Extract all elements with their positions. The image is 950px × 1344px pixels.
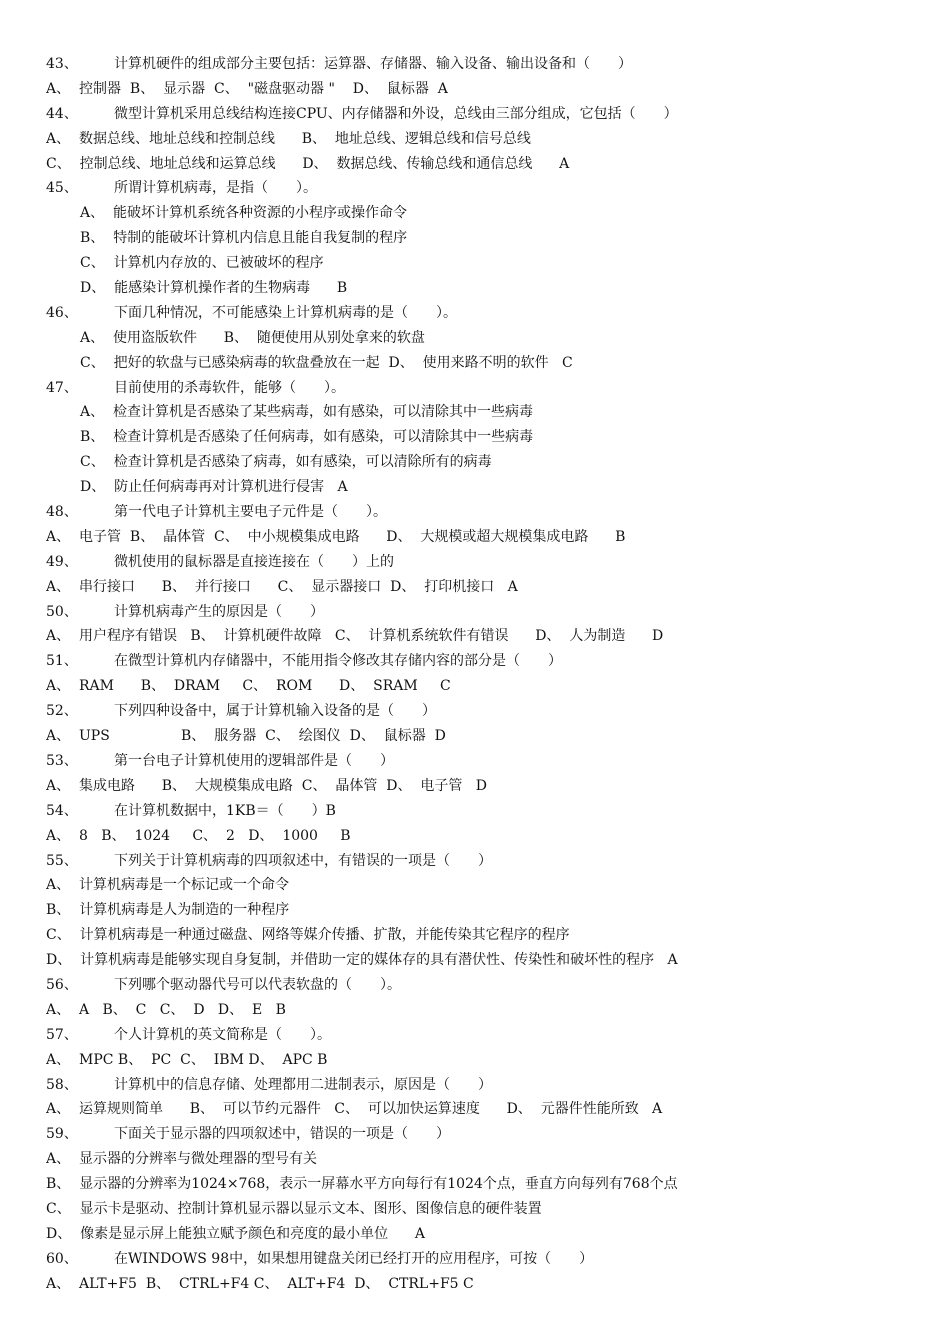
option-text: A、 UPS B、 服务器 C、 绘图仪 D、 鼠标器 D (46, 728, 446, 745)
option-line (46, 998, 926, 1023)
question-text: 在计算机数据中，1KB＝（ ）B (114, 802, 336, 819)
question-text: 微型计算机采用总线结构连接CPU、内存储器和外设，总线由三部分组成，它包括（ ） (114, 105, 678, 122)
question-number: 51、 (46, 653, 78, 670)
question-text: 计算机中的信息存储、处理都用二进制表示，原因是（ ） (114, 1076, 492, 1093)
option-line (46, 201, 950, 226)
question-line (46, 600, 926, 625)
question-number: 44、 (46, 105, 78, 122)
option-text: A、 数据总线、地址总线和控制总线 B、 地址总线、逻辑总线和信号总线 (46, 130, 531, 147)
option-text: D、 防止任何病毒再对计算机进行侵害 A (80, 479, 348, 496)
option-line (46, 724, 926, 749)
option-line (46, 898, 926, 923)
option-line (46, 674, 926, 699)
option-text: C、 显示卡是驱动、控制计算机显示器以显示文本、图形、图像信息的硬件装置 (46, 1200, 542, 1217)
option-line (46, 1222, 926, 1247)
question-line (46, 176, 926, 201)
option-text: D、 计算机病毒是能够实现自身复制，并借助一定的媒体存的具有潜伏性、传染性和破坏性的程序 A (46, 952, 678, 969)
question-line (46, 649, 926, 674)
question-number: 54、 (46, 802, 78, 819)
option-line (46, 923, 926, 948)
option-text: A、 8 B、 1024 C、 2 D、 1000 B (46, 827, 351, 844)
option-text: B、 检查计算机是否感染了任何病毒，如有感染，可以清除其中一些病毒 (80, 429, 534, 446)
option-text: A、 A B、 C C、 D D、 E B (46, 1001, 286, 1018)
question-text: 下列四种设备中，属于计算机输入设备的是（ ） (114, 703, 436, 720)
question-number: 56、 (46, 976, 78, 993)
option-line (46, 1048, 926, 1073)
question-text: 下列关于计算机病毒的四项叙述中，有错误的一项是（ ） (114, 852, 492, 869)
option-line (46, 400, 950, 425)
question-line (46, 849, 926, 874)
question-text: 下面关于显示器的四项叙述中，错误的一项是（ ） (114, 1126, 450, 1143)
option-line (46, 575, 926, 600)
option-text: A、 控制器 B、 显示器 C、 "磁盘驱动器 " D、 鼠标器 A (46, 80, 448, 97)
question-text: 下面几种情况，不可能感染上计算机病毒的是（ ）。 (114, 304, 457, 321)
question-line (46, 749, 926, 774)
option-line (46, 525, 926, 550)
option-text: A、 运算规则简单 B、 可以节约元器件 C、 可以加快运算速度 D、 元器件性能所致 A (46, 1101, 663, 1118)
question-text: 目前使用的杀毒软件，能够（ ）。 (114, 379, 345, 396)
option-line (46, 226, 950, 251)
question-number: 59、 (46, 1126, 78, 1143)
option-line (46, 450, 950, 475)
option-text: A、 集成电路 B、 大规模集成电路 C、 晶体管 D、 电子管 D (46, 777, 488, 794)
option-line (46, 1272, 926, 1297)
option-line (46, 152, 926, 177)
option-text: A、 电子管 B、 晶体管 C、 中小规模集成电路 D、 大规模或超大规模集成电路 B (46, 528, 626, 545)
question-text: 下列哪个驱动器代号可以代表软盘的（ ）。 (114, 976, 401, 993)
option-line (46, 774, 926, 799)
option-text: A、 RAM B、 DRAM C、 ROM D、 SRAM C (46, 678, 451, 695)
question-line (46, 550, 926, 575)
option-text: A、 串行接口 B、 并行接口 C、 显示器接口 D、 打印机接口 A (46, 578, 518, 595)
question-line (46, 699, 926, 724)
question-line (46, 1247, 926, 1272)
question-line (46, 1122, 926, 1147)
question-line (46, 1023, 926, 1048)
question-number: 50、 (46, 603, 78, 620)
question-line (46, 500, 926, 525)
question-number: 57、 (46, 1026, 78, 1043)
option-line (46, 276, 950, 301)
question-text: 个人计算机的英文简称是（ ）。 (114, 1026, 331, 1043)
option-line (46, 873, 926, 898)
question-number: 47、 (46, 379, 78, 396)
question-text: 计算机硬件的组成部分主要包括：运算器、存储器、输入设备、输出设备和（ ） (114, 56, 632, 72)
question-number: 52、 (46, 703, 78, 720)
option-line (46, 77, 926, 102)
question-text: 第一代电子计算机主要电子元件是（ ）。 (114, 504, 387, 521)
option-text: A、 MPC B、 PC C、 IBM D、 APC B (46, 1051, 328, 1068)
question-text: 计算机病毒产生的原因是（ ） (114, 603, 324, 620)
question-line (46, 799, 926, 824)
option-line (46, 351, 950, 376)
question-line (46, 52, 926, 77)
option-text: A、 能破坏计算机系统各种资源的小程序或操作命令 (80, 205, 408, 222)
option-text: C、 把好的软盘与已感染病毒的软盘叠放在一起 D、 使用来路不明的软件 C (80, 354, 573, 371)
option-text: D、 能感染计算机操作者的生物病毒 B (80, 280, 348, 297)
question-line (46, 376, 926, 401)
question-text: 在微型计算机内存储器中，不能用指令修改其存储内容的部分是（ ） (114, 653, 562, 670)
question-number: 58、 (46, 1076, 78, 1093)
option-text: A、 检查计算机是否感染了某些病毒，如有感染，可以清除其中一些病毒 (80, 404, 534, 421)
option-text: A、 ALT+F5 B、 CTRL+F4 C、 ALT+F4 D、 CTRL+F5 C (46, 1275, 474, 1292)
question-number: 48、 (46, 504, 78, 521)
option-line (46, 425, 950, 450)
question-text: 所谓计算机病毒，是指（ ）。 (114, 180, 317, 197)
question-number: 49、 (46, 553, 78, 570)
option-line (46, 1147, 926, 1172)
option-line (46, 251, 950, 276)
option-text: B、 计算机病毒是人为制造的一种程序 (46, 902, 290, 919)
question-line (46, 102, 926, 127)
option-line (46, 1197, 926, 1222)
question-text: 第一台电子计算机使用的逻辑部件是（ ） (114, 752, 394, 769)
option-text: A、 使用盗版软件 B、 随便使用从别处拿来的软盘 (80, 329, 425, 346)
option-text: C、 计算机内存放的、已被破坏的程序 (80, 255, 324, 272)
question-line (46, 1073, 926, 1098)
option-line (46, 1097, 926, 1122)
question-number: 46、 (46, 304, 78, 321)
question-number: 43、 (46, 56, 78, 72)
option-text: C、 计算机病毒是一种通过磁盘、网络等媒介传播、扩散，并能传染其它程序的程序 (46, 927, 570, 944)
option-text: C、 控制总线、地址总线和运算总线 D、 数据总线、传输总线和通信总线 A (46, 155, 570, 172)
option-text: A、 用户程序有错误 B、 计算机硬件故障 C、 计算机系统软件有错误 D、 人为制造 D (46, 628, 664, 645)
option-text: A、 计算机病毒是一个标记或一个命令 (46, 877, 290, 894)
option-line (46, 475, 950, 500)
question-text: 微机使用的鼠标器是直接连接在（ ）上的 (114, 553, 394, 570)
option-line (46, 326, 950, 351)
question-line (46, 973, 926, 998)
question-line (46, 301, 926, 326)
option-line (46, 824, 926, 849)
question-number: 55、 (46, 852, 78, 869)
option-text: B、 特制的能破坏计算机内信息且能自我复制的程序 (80, 230, 408, 247)
option-line (46, 1172, 926, 1197)
option-line (46, 948, 926, 973)
question-text: 在WINDOWS 98中，如果想用键盘关闭已经打开的应用程序，可按（ ） (114, 1250, 594, 1267)
option-text: D、 像素是显示屏上能独立赋予颜色和亮度的最小单位 A (46, 1225, 425, 1242)
option-line (46, 127, 926, 152)
option-line (46, 624, 926, 649)
option-text: A、 显示器的分辨率与微处理器的型号有关 (46, 1151, 318, 1168)
question-number: 45、 (46, 180, 78, 197)
option-text: B、 显示器的分辨率为1024×768，表示一屏幕水平方向每行有1024个点，垂直方向每列有768个点 (46, 1176, 678, 1193)
option-text: C、 检查计算机是否感染了病毒，如有感染，可以清除所有的病毒 (80, 454, 492, 471)
question-number: 60、 (46, 1250, 78, 1267)
question-number: 53、 (46, 752, 78, 769)
